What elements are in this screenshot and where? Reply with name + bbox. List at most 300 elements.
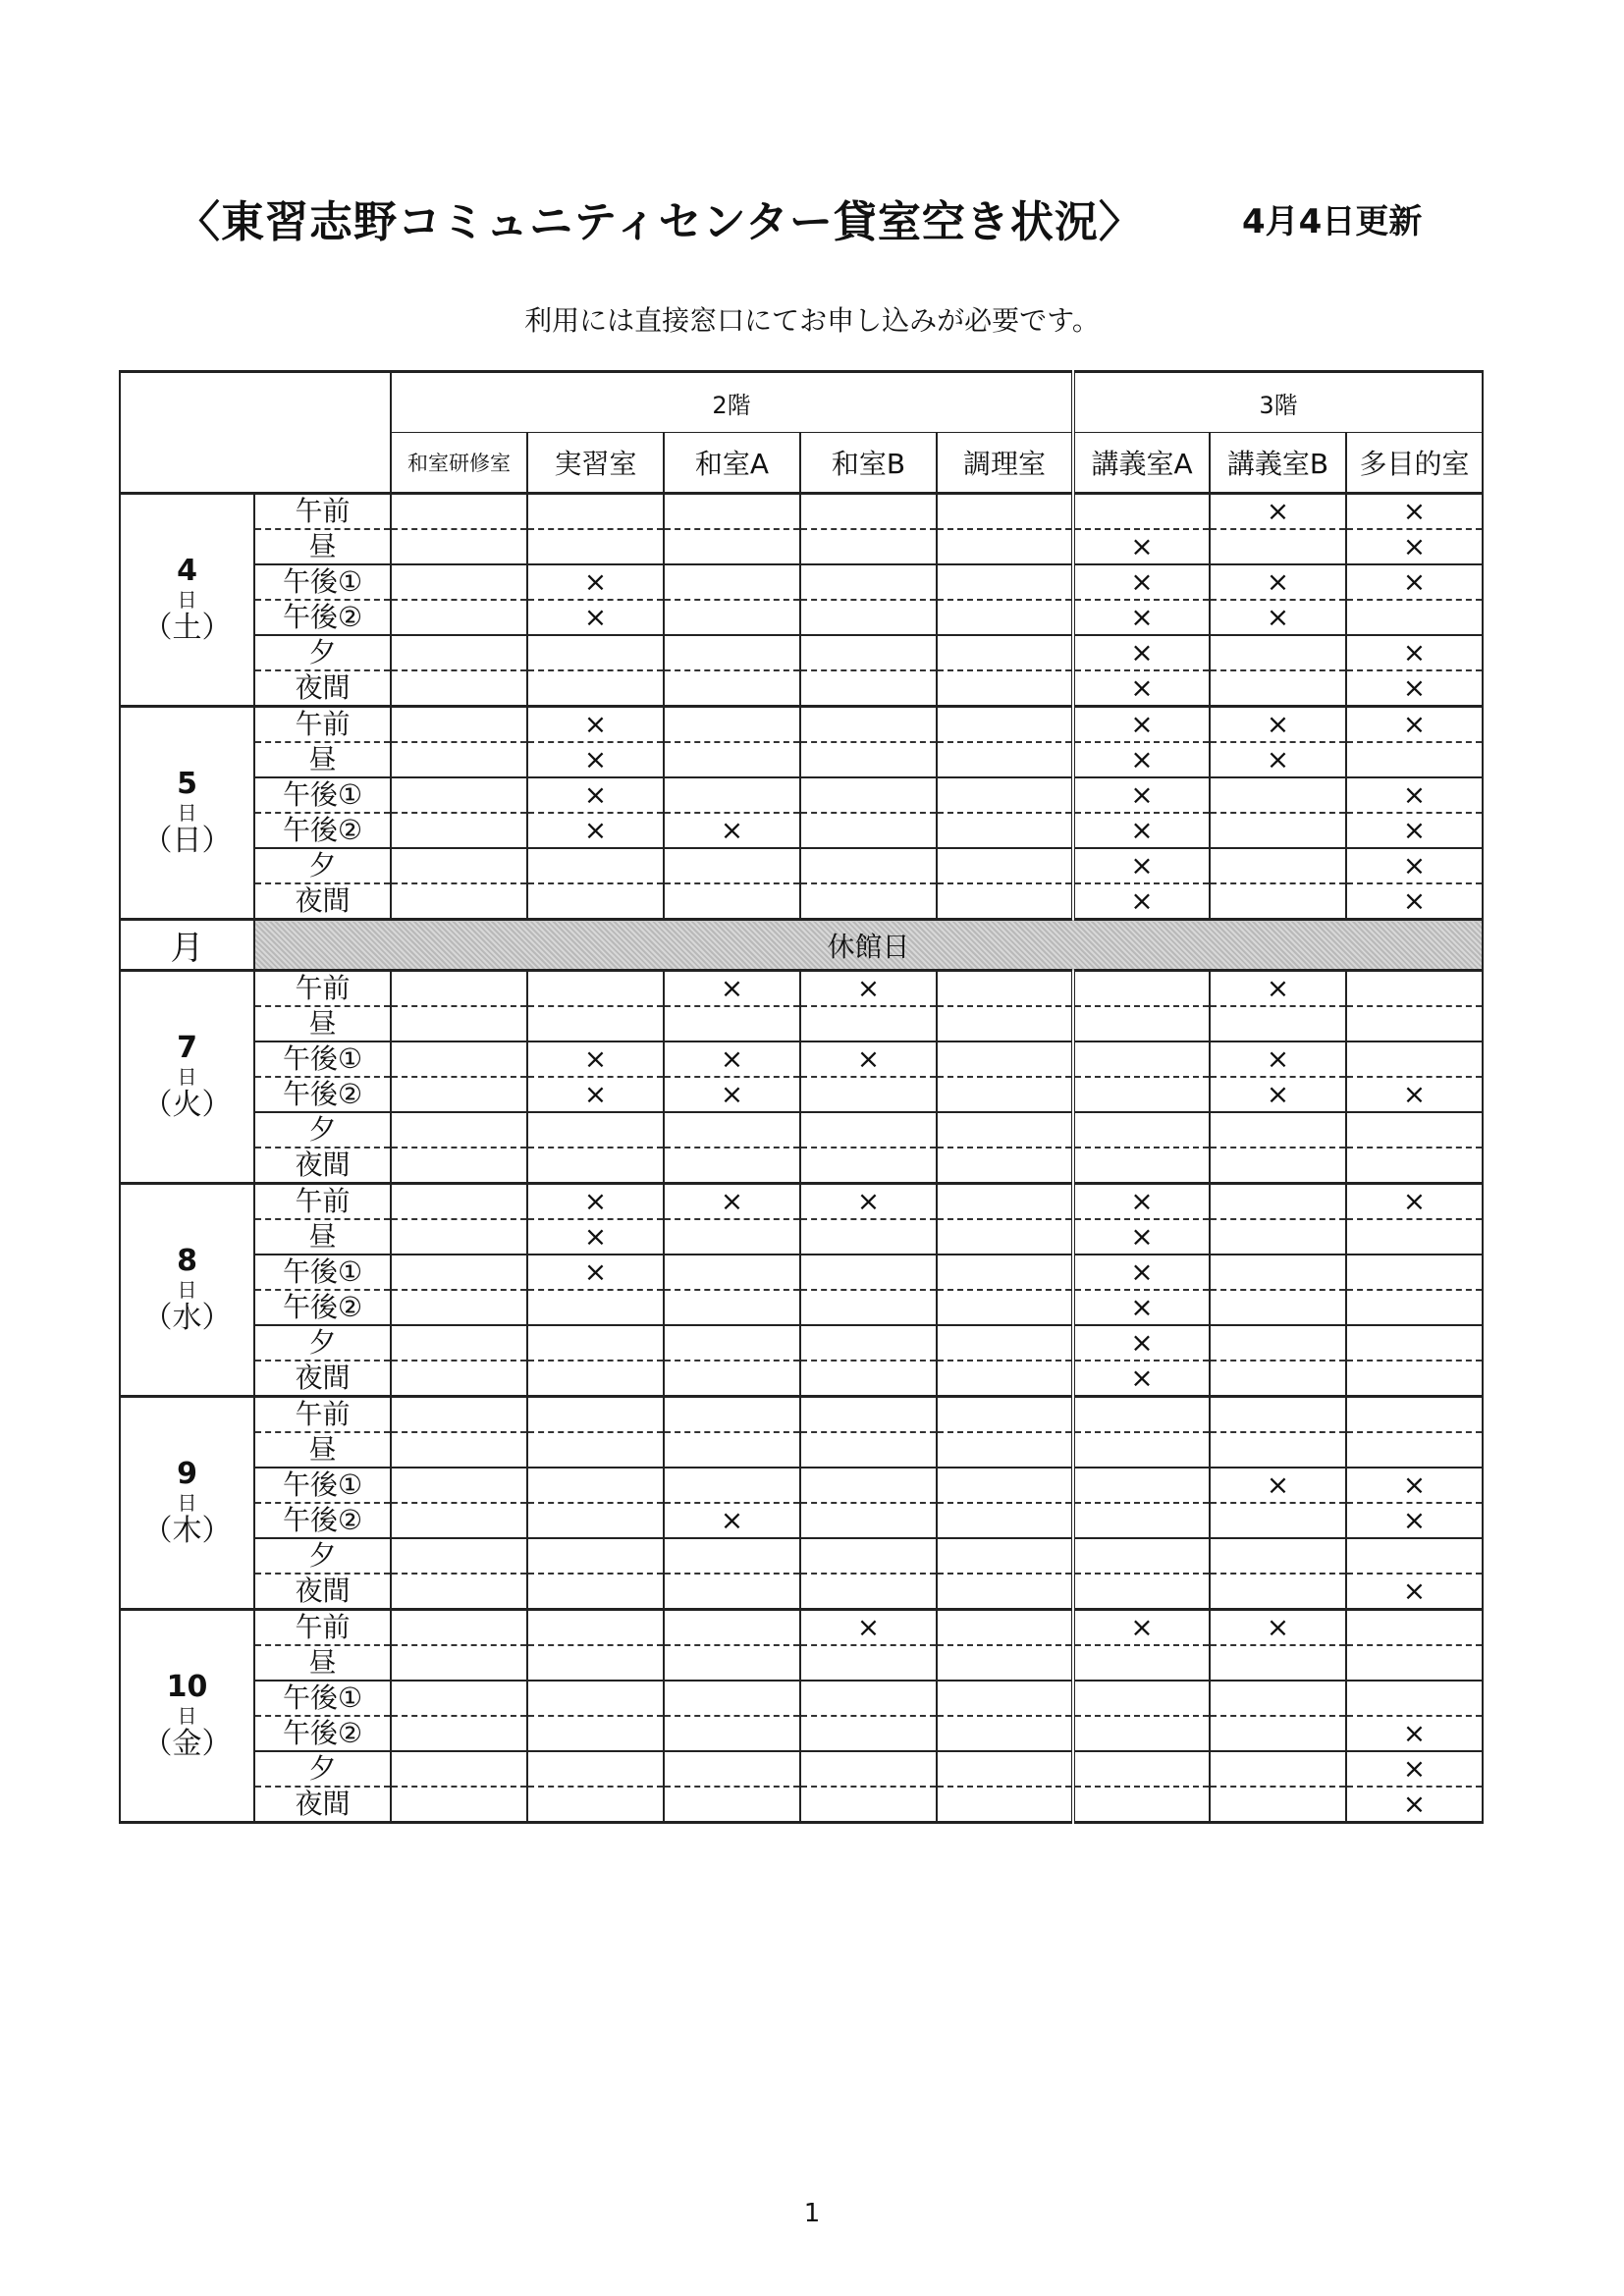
slot-row — [120, 1432, 1483, 1468]
period-label: 午後② — [254, 1716, 391, 1751]
availability-cell — [391, 1751, 527, 1787]
availability-cell — [800, 1255, 937, 1290]
unavailable-mark: × — [664, 971, 800, 1007]
room-header: 和室研修室 — [391, 433, 527, 494]
availability-cell — [1210, 883, 1346, 920]
slot-row — [120, 494, 1483, 530]
availability-cell — [664, 564, 800, 600]
availability-cell — [664, 1006, 800, 1041]
availability-cell — [937, 1361, 1073, 1397]
slot-row — [120, 1610, 1483, 1646]
availability-cell — [664, 1468, 800, 1503]
unavailable-mark: × — [1346, 1574, 1483, 1610]
period-label: 昼 — [254, 1219, 391, 1255]
availability-cell — [937, 1751, 1073, 1787]
unavailable-mark: × — [1210, 707, 1346, 743]
period-label: 夕 — [254, 1751, 391, 1787]
unavailable-mark: × — [1210, 494, 1346, 530]
period-label: 午前 — [254, 1610, 391, 1646]
unavailable-mark: × — [1073, 742, 1210, 777]
availability-cell — [1073, 1468, 1210, 1503]
availability-cell — [937, 635, 1073, 670]
availability-cell — [391, 564, 527, 600]
availability-cell — [664, 1325, 800, 1361]
availability-cell — [937, 1610, 1073, 1646]
unavailable-mark: × — [1073, 848, 1210, 883]
unavailable-mark: × — [527, 777, 664, 813]
availability-cell — [527, 1397, 664, 1433]
availability-cell — [527, 1468, 664, 1503]
availability-cell — [391, 600, 527, 635]
room-header: 和室A — [664, 433, 800, 494]
unavailable-mark: × — [1210, 971, 1346, 1007]
availability-cell — [800, 1503, 937, 1538]
availability-cell — [527, 971, 664, 1007]
availability-cell — [1073, 1751, 1210, 1787]
slot-row — [120, 600, 1483, 635]
availability-cell — [391, 1574, 527, 1610]
day-unit: 日 — [177, 1277, 197, 1302]
period-label: 夜間 — [254, 883, 391, 920]
unavailable-mark: × — [1346, 1751, 1483, 1787]
slot-row — [120, 1255, 1483, 1290]
unavailable-mark: × — [1210, 742, 1346, 777]
availability-cell — [1073, 1432, 1210, 1468]
availability-cell — [1073, 1645, 1210, 1681]
availability-cell — [391, 670, 527, 707]
availability-cell — [800, 564, 937, 600]
period-label: 昼 — [254, 1006, 391, 1041]
unavailable-mark: × — [527, 1255, 664, 1290]
availability-cell — [391, 1041, 527, 1077]
unavailable-mark: × — [1073, 883, 1210, 920]
availability-cell — [800, 1290, 937, 1325]
availability-cell — [800, 1751, 937, 1787]
availability-cell — [937, 1681, 1073, 1716]
availability-cell — [664, 707, 800, 743]
period-label: 夜間 — [254, 1574, 391, 1610]
availability-cell — [1346, 1397, 1483, 1433]
unavailable-mark: × — [1346, 635, 1483, 670]
availability-cell — [664, 742, 800, 777]
period-label: 午前 — [254, 1397, 391, 1433]
availability-cell — [937, 971, 1073, 1007]
day-weekday: （火） — [142, 1087, 232, 1122]
availability-cell — [1210, 1787, 1346, 1823]
availability-cell — [391, 777, 527, 813]
availability-cell — [391, 1787, 527, 1823]
availability-cell — [1346, 1432, 1483, 1468]
availability-cell — [937, 1397, 1073, 1433]
day-number: 5 — [177, 767, 197, 801]
availability-cell — [800, 1787, 937, 1823]
update-date: 4月4日更新 — [1242, 202, 1423, 241]
availability-cell — [800, 670, 937, 707]
availability-cell — [937, 1219, 1073, 1255]
availability-cell — [664, 1645, 800, 1681]
availability-cell — [1210, 1503, 1346, 1538]
period-label: 午前 — [254, 494, 391, 530]
availability-cell — [664, 1538, 800, 1574]
availability-cell — [391, 1148, 527, 1184]
period-label: 午後① — [254, 1041, 391, 1077]
availability-cell — [527, 1006, 664, 1041]
availability-cell — [800, 1077, 937, 1112]
day-unit: 日 — [177, 1490, 197, 1515]
availability-cell — [1210, 1645, 1346, 1681]
availability-cell — [1073, 1112, 1210, 1148]
availability-cell — [1073, 1574, 1210, 1610]
availability-cell — [391, 494, 527, 530]
period-label: 夜間 — [254, 1787, 391, 1823]
availability-cell — [800, 1716, 937, 1751]
availability-cell — [664, 1112, 800, 1148]
availability-cell — [527, 1610, 664, 1646]
availability-cell — [527, 1432, 664, 1468]
availability-cell — [527, 529, 664, 564]
availability-cell — [1346, 1041, 1483, 1077]
availability-cell — [664, 1681, 800, 1716]
availability-cell — [391, 1681, 527, 1716]
slot-row — [120, 1077, 1483, 1112]
availability-cell — [800, 600, 937, 635]
period-label: 夕 — [254, 1112, 391, 1148]
availability-cell — [937, 813, 1073, 848]
availability-cell — [937, 1645, 1073, 1681]
day-weekday: （木） — [142, 1513, 232, 1548]
availability-cell — [800, 1574, 937, 1610]
availability-cell — [527, 1681, 664, 1716]
slot-row — [120, 813, 1483, 848]
unavailable-mark: × — [664, 1077, 800, 1112]
availability-cell — [937, 1432, 1073, 1468]
room-header: 多目的室 — [1346, 433, 1483, 494]
period-label: 昼 — [254, 1432, 391, 1468]
availability-cell — [1346, 1112, 1483, 1148]
availability-cell — [664, 1787, 800, 1823]
day-weekday: （土） — [142, 610, 232, 645]
availability-cell — [800, 529, 937, 564]
availability-cell — [391, 883, 527, 920]
unavailable-mark: × — [1073, 600, 1210, 635]
day-weekday: （日） — [142, 823, 232, 858]
availability-cell — [391, 1290, 527, 1325]
availability-cell — [937, 529, 1073, 564]
page-title: 〈東習志野コミュニティセンター貸室空き状況〉 — [177, 197, 1143, 247]
availability-cell — [1210, 1397, 1346, 1433]
availability-cell — [937, 883, 1073, 920]
slot-row — [120, 742, 1483, 777]
availability-cell — [937, 1787, 1073, 1823]
availability-cell — [1210, 1112, 1346, 1148]
room-header: 講義室B — [1210, 433, 1346, 494]
availability-cell — [1210, 1574, 1346, 1610]
period-label: 夕 — [254, 1325, 391, 1361]
slot-row — [120, 1503, 1483, 1538]
table-corner — [120, 372, 391, 494]
availability-cell — [937, 1290, 1073, 1325]
period-label: 午後① — [254, 777, 391, 813]
availability-cell — [1210, 777, 1346, 813]
availability-cell — [1073, 494, 1210, 530]
room-header: 和室B — [800, 433, 937, 494]
period-label: 午前 — [254, 971, 391, 1007]
unavailable-mark: × — [664, 813, 800, 848]
availability-cell — [527, 1787, 664, 1823]
availability-cell — [527, 883, 664, 920]
availability-cell — [1210, 1432, 1346, 1468]
page-number: 1 — [803, 2199, 821, 2228]
availability-cell — [391, 529, 527, 564]
availability-cell — [937, 1006, 1073, 1041]
day-unit: 日 — [177, 800, 197, 825]
availability-cell — [1346, 1325, 1483, 1361]
availability-cell — [391, 1397, 527, 1433]
availability-cell — [391, 1325, 527, 1361]
slot-row — [120, 848, 1483, 883]
availability-cell — [1346, 1006, 1483, 1041]
unavailable-mark: × — [1073, 1219, 1210, 1255]
period-label: 夕 — [254, 1538, 391, 1574]
unavailable-mark: × — [1073, 529, 1210, 564]
unavailable-mark: × — [527, 1219, 664, 1255]
unavailable-mark: × — [1346, 564, 1483, 600]
unavailable-mark: × — [800, 1610, 937, 1646]
unavailable-mark: × — [527, 600, 664, 635]
availability-cell — [1210, 1290, 1346, 1325]
period-label: 夜間 — [254, 1361, 391, 1397]
availability-cell — [800, 1112, 937, 1148]
availability-cell — [800, 883, 937, 920]
unavailable-mark: × — [1073, 1290, 1210, 1325]
availability-cell — [800, 742, 937, 777]
availability-cell — [664, 1610, 800, 1646]
availability-cell — [1346, 1681, 1483, 1716]
period-label: 午後② — [254, 1503, 391, 1538]
application-notice: 利用には直接窓口にてお申し込みが必要です。 — [524, 304, 1100, 337]
availability-cell — [664, 1255, 800, 1290]
availability-cell — [391, 813, 527, 848]
slot-row — [120, 1716, 1483, 1751]
unavailable-mark: × — [527, 813, 664, 848]
floor-header-3f: 3階 — [1073, 372, 1483, 433]
period-label: 午後② — [254, 1290, 391, 1325]
availability-cell — [800, 1006, 937, 1041]
unavailable-mark: × — [527, 1184, 664, 1220]
availability-cell — [1210, 1751, 1346, 1787]
availability-cell — [391, 1077, 527, 1112]
availability-cell — [527, 635, 664, 670]
day-cell — [120, 494, 254, 707]
availability-cell — [391, 1006, 527, 1041]
availability-cell — [664, 1432, 800, 1468]
availability-cell — [1346, 1645, 1483, 1681]
availability-cell — [664, 777, 800, 813]
room-header: 講義室A — [1073, 433, 1210, 494]
availability-body — [120, 494, 1483, 1823]
availability-cell — [1210, 1184, 1346, 1220]
unavailable-mark: × — [1210, 564, 1346, 600]
availability-cell — [527, 1148, 664, 1184]
day-weekday: （金） — [142, 1726, 232, 1761]
unavailable-mark: × — [1346, 883, 1483, 920]
unavailable-mark: × — [1073, 1255, 1210, 1290]
period-label: 午後① — [254, 564, 391, 600]
unavailable-mark: × — [1346, 670, 1483, 707]
unavailable-mark: × — [527, 742, 664, 777]
availability-cell — [1073, 1538, 1210, 1574]
room-header: 実習室 — [527, 433, 664, 494]
availability-cell — [937, 1538, 1073, 1574]
availability-cell — [527, 1574, 664, 1610]
unavailable-mark: × — [1346, 494, 1483, 530]
unavailable-mark: × — [1210, 1041, 1346, 1077]
unavailable-mark: × — [1210, 1077, 1346, 1112]
slot-row — [120, 971, 1483, 1007]
period-label: 昼 — [254, 1645, 391, 1681]
unavailable-mark: × — [1073, 1184, 1210, 1220]
availability-cell — [391, 1184, 527, 1220]
availability-cell — [1346, 1538, 1483, 1574]
availability-cell — [1346, 1219, 1483, 1255]
availability-cell — [391, 1645, 527, 1681]
day-cell — [120, 1610, 254, 1823]
availability-cell — [1073, 1148, 1210, 1184]
unavailable-mark: × — [1346, 1468, 1483, 1503]
availability-cell — [527, 494, 664, 530]
availability-cell — [1346, 742, 1483, 777]
availability-cell — [937, 742, 1073, 777]
availability-cell — [664, 494, 800, 530]
availability-cell — [1073, 1503, 1210, 1538]
slot-row — [120, 1325, 1483, 1361]
day-number: 8 — [177, 1244, 197, 1278]
slot-row — [120, 1361, 1483, 1397]
slot-row — [120, 564, 1483, 600]
availability-cell — [937, 1716, 1073, 1751]
day-number: 9 — [177, 1457, 197, 1491]
availability-cell — [391, 1219, 527, 1255]
availability-cell — [527, 1716, 664, 1751]
period-label: 午前 — [254, 1184, 391, 1220]
availability-cell — [1346, 600, 1483, 635]
slot-row — [120, 1468, 1483, 1503]
unavailable-mark: × — [1346, 707, 1483, 743]
availability-cell — [1210, 1325, 1346, 1361]
slot-row — [120, 1681, 1483, 1716]
availability-cell — [664, 1716, 800, 1751]
closed-label: 休館日 — [254, 920, 1483, 971]
availability-cell — [800, 813, 937, 848]
availability-cell — [391, 1361, 527, 1397]
room-header: 調理室 — [937, 433, 1073, 494]
period-label: 夕 — [254, 848, 391, 883]
unavailable-mark: × — [1346, 1503, 1483, 1538]
availability-cell — [800, 1468, 937, 1503]
availability-cell — [391, 971, 527, 1007]
slot-row — [120, 777, 1483, 813]
unavailable-mark: × — [1346, 1787, 1483, 1823]
availability-cell — [391, 1610, 527, 1646]
availability-cell — [527, 1112, 664, 1148]
availability-cell — [1210, 813, 1346, 848]
slot-row — [120, 1574, 1483, 1610]
availability-cell — [1210, 1219, 1346, 1255]
availability-cell — [664, 1290, 800, 1325]
slot-row — [120, 1538, 1483, 1574]
availability-cell — [937, 494, 1073, 530]
unavailable-mark: × — [527, 564, 664, 600]
availability-cell — [1210, 1361, 1346, 1397]
availability-cell — [937, 1468, 1073, 1503]
availability-cell — [1073, 1787, 1210, 1823]
unavailable-mark: × — [664, 1041, 800, 1077]
availability-cell — [1073, 971, 1210, 1007]
availability-cell — [800, 635, 937, 670]
unavailable-mark: × — [1073, 1325, 1210, 1361]
day-number: 10 — [166, 1670, 208, 1704]
availability-cell — [527, 1290, 664, 1325]
unavailable-mark: × — [664, 1184, 800, 1220]
availability-cell — [937, 848, 1073, 883]
availability-cell — [527, 1538, 664, 1574]
availability-cell — [1346, 1148, 1483, 1184]
availability-cell — [937, 1077, 1073, 1112]
availability-cell — [1210, 635, 1346, 670]
unavailable-mark: × — [1346, 1716, 1483, 1751]
slot-row — [120, 1787, 1483, 1823]
slot-row — [120, 1184, 1483, 1220]
unavailable-mark: × — [800, 971, 937, 1007]
slot-row — [120, 1645, 1483, 1681]
availability-cell — [664, 848, 800, 883]
availability-cell — [664, 1219, 800, 1255]
slot-row — [120, 1751, 1483, 1787]
unavailable-mark: × — [1073, 777, 1210, 813]
availability-cell — [1073, 1681, 1210, 1716]
room-availability-table — [119, 370, 1484, 1824]
floor-header-2f: 2階 — [391, 372, 1073, 433]
period-label: 夜間 — [254, 1148, 391, 1184]
day-unit: 日 — [177, 1064, 197, 1089]
slot-row — [120, 635, 1483, 670]
unavailable-mark: × — [1073, 564, 1210, 600]
availability-cell — [391, 1112, 527, 1148]
closed-day-row — [120, 920, 1483, 971]
period-label: 夜間 — [254, 670, 391, 707]
day-cell — [120, 707, 254, 920]
availability-cell — [1346, 1610, 1483, 1646]
slot-row — [120, 1397, 1483, 1433]
availability-cell — [391, 1468, 527, 1503]
availability-cell — [937, 1503, 1073, 1538]
unavailable-mark: × — [527, 1077, 664, 1112]
day-number: 4 — [177, 554, 197, 588]
availability-cell — [527, 1503, 664, 1538]
availability-cell — [1073, 1397, 1210, 1433]
availability-cell — [664, 883, 800, 920]
availability-cell — [937, 1148, 1073, 1184]
day-unit: 日 — [177, 1703, 197, 1728]
availability-cell — [1346, 971, 1483, 1007]
availability-cell — [800, 1538, 937, 1574]
availability-cell — [800, 1361, 937, 1397]
availability-cell — [391, 848, 527, 883]
availability-cell — [391, 1538, 527, 1574]
unavailable-mark: × — [800, 1041, 937, 1077]
unavailable-mark: × — [1073, 1361, 1210, 1397]
availability-cell — [800, 1325, 937, 1361]
